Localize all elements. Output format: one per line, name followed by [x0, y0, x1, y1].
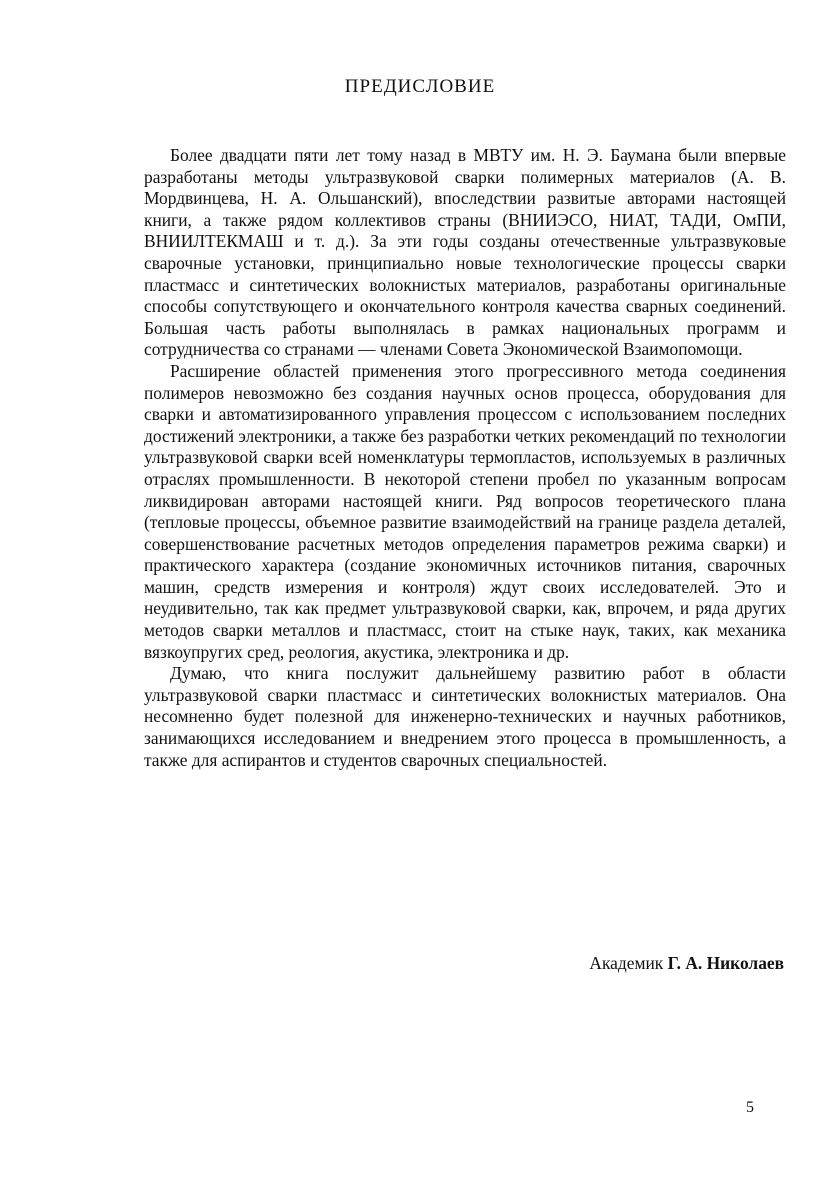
paragraph-3: Думаю, что книга послужит дальнейшему развитию работ в области ультразвуковой сварки пластмасс и синтетических волокнистых материалов. Она несомненно будет полезной для инженерно-технических и научных работников, занимающихся исследованием и внедрением этого процесса в промышленность, а также для аспирантов и студентов сварочных специальностей.	[144, 663, 786, 770]
paragraph-1: Более двадцати пяти лет тому назад в МВТУ им. Н. Э. Баумана были впервые разработаны методы ультразвуковой сварки полимерных материалов (А. В. Мордвинцева, Н. А. Ольшанский), впоследствии развитые авторами настоящей книги, а также рядом коллективов страны (ВНИИЭСО, НИАТ, ТАДИ, ОмПИ, ВНИИЛТЕКМАШ и т. д.). За эти годы созданы отечественные ультразвуковые сварочные установки, принципиально новые технологические процессы сварки пластмасс и синтетических волокнистых материалов, разработаны оригинальные способы сопутствующего и окончательного контроля качества сварных соединений. Большая часть работы выполнялась в рамках национальных программ и сотрудничества со странами — членами Совета Экономической Взаимопомощи.	[144, 145, 786, 360]
page-number: 5	[746, 1099, 754, 1116]
signature	[589, 953, 784, 974]
signature-rank: Академик	[589, 953, 664, 973]
page-title: ПРЕДИСЛОВИЕ	[344, 76, 496, 97]
foreword-body	[144, 145, 786, 771]
signature-name: Г. А. Николаев	[667, 953, 784, 973]
paragraph-2: Расширение областей применения этого прогрессивного метода соединения полимеров невозможно без создания научных основ процесса, оборудования для сварки и автоматизированного управления процессом с использованием последних достижений электроники, а также без разработки четких рекомендаций по технологии ультразвуковой сварки всей номенклатуры термопластов, используемых в различных отраслях промышленности. В некоторой степени пробел по указанным вопросам ликвидирован авторами настоящей книги. Ряд вопросов теоретического плана (тепловые процессы, объемное развитие взаимодействий на границе раздела деталей, совершенствование расчетных методов определения параметров режима сварки) и практического характера (создание экономичных источников питания, сварочных машин, средств измерения и контроля) ждут своих исследователей. Это и неудивительно, так как предмет ультразвуковой сварки, как, впрочем, и ряда других методов сварки металлов и пластмасс, стоит на стыке наук, таких, как механика вязкоупругих сред, реология, акустика, электроника и др.	[144, 360, 786, 662]
